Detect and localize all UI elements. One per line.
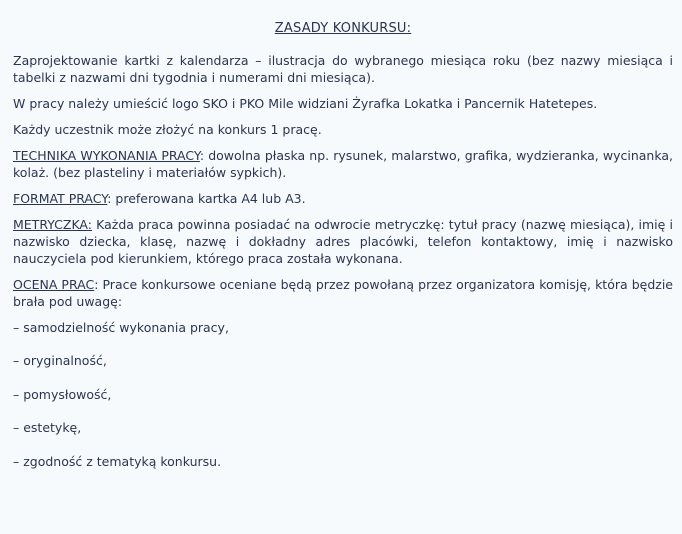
technique-paragraph xyxy=(13,147,673,181)
intro-paragraph: Zaprojektowanie kartki z kalendarza – ilustracja do wybranego miesiąca roku (bez nazwy miesiąca i tabelki z nazwami dni tygodnia i numerami dni miesiąca). xyxy=(13,52,673,85)
evaluation-paragraph xyxy=(13,276,673,310)
evaluation-label: OCENA PRAC xyxy=(13,276,95,292)
metric-label: METRYCZKA: xyxy=(13,216,92,232)
technique-text: : dowolna płaska np. rysunek, malarstwo, grafika, wydzieranka, wycinanka, kolaż. (bez plasteliny i materiałów sypkich). xyxy=(13,147,673,180)
format-paragraph xyxy=(13,190,673,207)
criteria-item: – samodzielność wykonania pracy, xyxy=(13,319,229,335)
one-entry-paragraph: Każdy uczestnik może złożyć na konkurs 1 pracę. xyxy=(13,121,322,137)
metric-text: Każda praca powinna posiadać na odwrocie metryczkę: tytuł pracy (nazwę miesiąca), imię i nazwisko dziecka, klasę, nazwę i dokładny adres placówki, telefon kontaktowy, imię i nazwisko nauczyciela pod kierunkiem, którego praca została wykonana. xyxy=(13,216,673,266)
criteria-list xyxy=(13,319,673,471)
evaluation-text: : Prace konkursowe oceniane będą przez powołaną przez organizatora komisję, która będzie brała pod uwagę: xyxy=(13,276,674,309)
technique-label: TECHNIKA WYKONANIA PRACY xyxy=(13,147,200,163)
format-text: : preferowana kartka A4 lub A3. xyxy=(107,190,306,206)
logo-paragraph: W pracy należy umieścić logo SKO i PKO Mile widziani Żyrafka Lokatka i Pancernik Hatetepes. xyxy=(13,95,598,111)
criteria-item: – estetykę, xyxy=(13,420,82,436)
criteria-item: – zgodność z tematyką konkursu. xyxy=(13,453,222,469)
criteria-item: – oryginalność, xyxy=(13,353,107,369)
criteria-item: – pomysłowość, xyxy=(13,386,112,402)
format-label: FORMAT PRACY xyxy=(13,190,108,206)
contest-rules-document xyxy=(13,20,673,486)
document-title: ZASADY KONKURSU: xyxy=(274,21,412,36)
metric-paragraph xyxy=(13,216,673,267)
